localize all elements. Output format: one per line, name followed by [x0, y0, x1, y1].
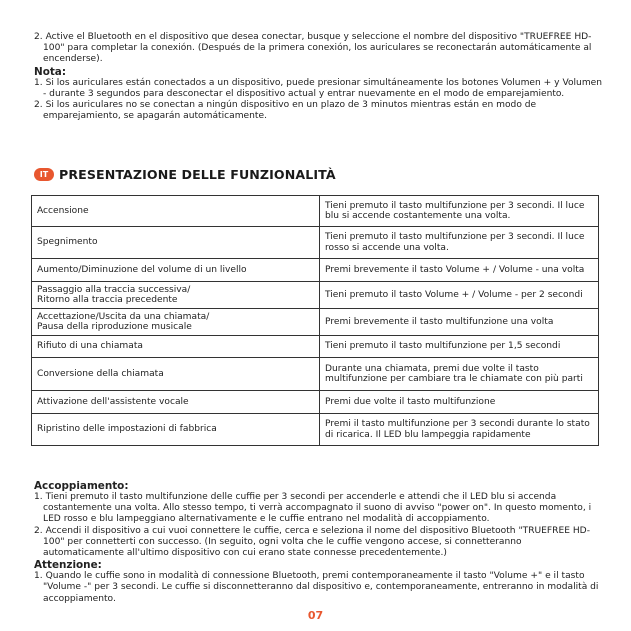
feature-cell: Spegnimento — [32, 227, 320, 259]
feature-cell: Accensione — [32, 196, 320, 227]
feature-cell: Aumento/Diminuzione del volume di un livello — [32, 259, 320, 282]
section-title: PRESENTAZIONE DELLE FUNZIONALITÀ — [59, 166, 336, 182]
table-row — [32, 259, 599, 282]
feature-cell: Conversione della chiamata — [32, 358, 320, 391]
action-cell: Tieni premuto il tasto multifunzione per 3 secondi. Il luce blu si accende costantemente una volta. — [320, 196, 599, 227]
table-row — [32, 282, 599, 309]
table-row — [32, 196, 599, 227]
page-number: 07 — [307, 609, 324, 622]
pairing-instructions — [34, 480, 604, 605]
table-row — [32, 358, 599, 391]
action-cell: Tieni premuto il tasto multifunzione per 1,5 secondi — [320, 336, 599, 358]
es-note-2: 2. Si los auriculares no se conectan a ningún dispositivo en un plazo de 3 minutos mientras están en modo de emparejamiento, se apagarán automáticamente. — [34, 100, 537, 122]
es-note-title: Nota: — [34, 65, 66, 78]
action-cell: Durante una chiamata, premi due volte il tasto multifunzione per cambiare tra le chiamate con più parti — [320, 358, 599, 391]
feature-cell: Passaggio alla traccia successiva/ Ritorno alla traccia precedente — [32, 282, 320, 309]
section-heading — [34, 166, 336, 182]
es-note-1: 1. Si los auriculares están conectados a un dispositivo, puede presionar simultáneamente los botones Volumen + y Volumen - durante 3 segundos para desconectar el dispositivo actual y entrar nuevamente en el modo de emparejamiento. — [34, 77, 603, 99]
attention-title: Attenzione: — [34, 559, 102, 572]
pairing-step-1: 1. Tieni premuto il tasto multifunzione delle cuffie per 3 secondi per accenderle e attendi che il LED blu si accenda costantemente una volta. Allo stesso tempo, ti verrà accompagnato il suono di avviso "power on". In questo momento, i LED rosso e blu lampeggiano alternativamente e le cuffie entrano nel modalità di accoppiamento. — [34, 492, 592, 525]
feature-cell: Ripristino delle impostazioni di fabbrica — [32, 414, 320, 446]
table-row — [32, 336, 599, 358]
action-cell: Tieni premuto il tasto multifunzione per 3 secondi. Il luce rosso si accende una volta. — [320, 227, 599, 259]
language-badge: IT — [34, 168, 54, 181]
feature-cell: Rifiuto di una chiamata — [32, 336, 320, 358]
action-cell: Premi due volte il tasto multifunzione — [320, 391, 599, 414]
pairing-step-2: 2. Accendi il dispositivo a cui vuoi connettere le cuffie, cerca e seleziona il nome del dispositivo Bluetooth "TRUEFREE HD-100" per connetterti con successo. (In seguito, ogni volta che le cuffie vengono accese, si connetteranno automaticamente all'ultimo dispositivo con cui erano state connesse precedentemente.) — [34, 525, 590, 559]
table-row — [32, 227, 599, 259]
attention-item-1: 1. Quando le cuffie sono in modalità di connessione Bluetooth, premi contemporaneamente il tasto "Volume +" e il tasto "Volume -" per 3 secondi. Le cuffie si disconnetteranno dal dispositivo e, contemporaneamente, entreranno in modalità di accoppiamento. — [34, 571, 599, 604]
action-cell: Premi brevemente il tasto multifunzione una volta — [320, 309, 599, 336]
table-row — [32, 391, 599, 414]
feature-cell: Attivazione dell'assistente vocale — [32, 391, 320, 414]
spanish-instructions — [34, 32, 604, 122]
action-cell: Premi brevemente il tasto Volume + / Volume - una volta — [320, 259, 599, 282]
es-step-2: 2. Active el Bluetooth en el dispositivo que desea conectar, busque y seleccione el nombre del dispositivo "TRUEFREE HD-100" para completar la conexión. (Después de la primera conexión, los auriculares se reconectarán automáticamente al encenderse). — [34, 32, 592, 65]
action-cell: Tieni premuto il tasto Volume + / Volume - per 2 secondi — [320, 282, 599, 309]
pairing-title: Accoppiamento: — [34, 480, 129, 492]
table-row — [32, 309, 599, 336]
feature-table — [31, 195, 599, 446]
feature-cell: Accettazione/Uscita da una chiamata/ Pausa della riproduzione musicale — [32, 309, 320, 336]
action-cell: Premi il tasto multifunzione per 3 secondi durante lo stato di ricarica. Il LED blu lampeggia rapidamente — [320, 414, 599, 446]
table-row — [32, 414, 599, 446]
